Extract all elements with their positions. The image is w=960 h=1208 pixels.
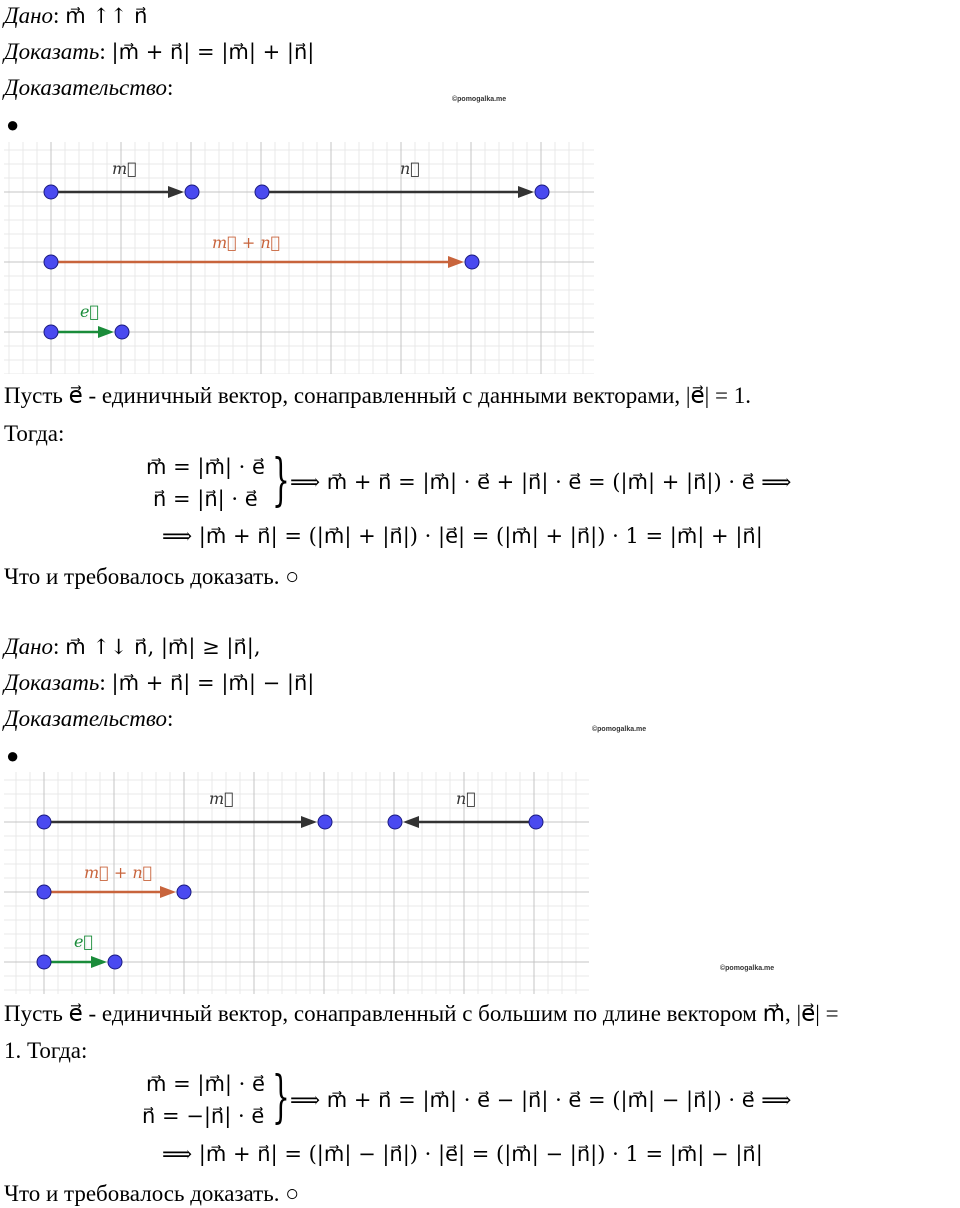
then-text: Тогда: [4,421,65,446]
system-brace-2: } [272,1065,290,1130]
vector-e-start-point [44,325,58,339]
vector-m-plus-n-label: m⃗ + n⃗ [84,863,153,882]
prove-line-2: Доказать: |m⃗ + n⃗| = |m⃗| − |n⃗| [4,670,315,695]
system-brace-1: } [272,448,290,513]
vector-n-start-point [255,185,269,199]
vector-m-start-point [44,185,58,199]
conclusion-1: Что и требовалось доказать. ○ [4,564,300,589]
system-eq-1b: n⃗ = |n⃗| · e⃗ [153,487,258,511]
vector-n-end-point [535,185,549,199]
prove-line-1: Доказать: |m⃗ + n⃗| = |m⃗| + |n⃗| [4,39,315,64]
prove-label: Доказать [4,39,100,64]
prove-label: Доказать [4,670,100,695]
then-line-1 [4,420,64,448]
system-eq-2a: m⃗ = |m⃗| · e⃗ [146,1072,265,1096]
prove-expression: |m⃗ + n⃗| = |m⃗| + |n⃗| [111,40,315,64]
implication-1b: ⟹ |m⃗ + n⃗| = (|m⃗| + |n⃗|) · |e⃗| = (|m⃗| + |n⃗|) · 1 = |m⃗| + |n⃗| [162,524,763,548]
vector-e-end-point [115,325,129,339]
vector-m-plus-n-end-point [465,255,479,269]
implication-2a: ⟹ m⃗ + n⃗ = |m⃗| · e⃗ − |n⃗| · e⃗ = (|m⃗| − |n⃗|) · e⃗ ⟹ [290,1088,792,1112]
vector-e-arrowhead [98,326,114,338]
vector-m-arrowhead [168,186,184,198]
implication-1a: ⟹ m⃗ + n⃗ = |m⃗| · e⃗ + |n⃗| · e⃗ = (|m⃗| + |n⃗|) · e⃗ ⟹ [290,470,792,494]
vector-n-end-point [388,815,402,829]
vector-m-plus-n-label: m⃗ + n⃗ [212,233,281,252]
system-eq-1a: m⃗ = |m⃗| · e⃗ [146,455,265,479]
given-line-1: Дано: m⃗ ↑↑ n⃗ [4,3,148,28]
vector-e-label: e⃗ [74,932,94,951]
let-line-1 [4,382,751,410]
let-text-cont: 1. Тогда: [4,1038,88,1063]
given-expression: m⃗ ↑↑ n⃗ [65,4,148,28]
conclusion-2: Что и требовалось доказать. ○ [4,1181,300,1206]
watermark: ©pomogalka.me [452,96,507,103]
proof-line-2: Доказательство: [4,706,174,731]
bullet-1: ● [6,112,20,137]
vector-n-label: n⃗ [400,159,420,178]
vector-m-plus-n-arrowhead [160,886,176,898]
implication-2b: ⟹ |m⃗ + n⃗| = (|m⃗| − |n⃗|) · |e⃗| = (|m⃗| − |n⃗|) · 1 = |m⃗| − |n⃗| [162,1142,763,1166]
vector-m-arrowhead [301,816,317,828]
vector-m-label: m⃗ [112,159,137,178]
system-eq-2b: n⃗ = −|n⃗| · e⃗ [142,1104,265,1128]
vector-m-plus-n-start-point [44,255,58,269]
proof-label: Доказательство [4,706,168,731]
prove-expression: |m⃗ + n⃗| = |m⃗| − |n⃗| [111,671,315,695]
given-line-2: Дано: m⃗ ↑↓ n⃗, |m⃗| ≥ |n⃗|, [4,634,261,659]
let-line-2b [4,1037,87,1065]
vector-m-end-point [318,815,332,829]
let-line-2 [4,1000,839,1028]
given-label: Дано [4,634,54,659]
vector-m-plus-n-arrowhead [448,256,464,268]
proof-line-1: Доказательство: [4,75,174,100]
given-expression: m⃗ ↑↓ n⃗, |m⃗| ≥ |n⃗|, [65,635,261,659]
vector-n-arrowhead [403,816,419,828]
vector-e-label: e⃗ [80,302,100,321]
vector-figure-1 [4,142,594,374]
given-label: Дано [4,3,54,28]
vector-n-label: n⃗ [456,789,476,808]
vector-figure-2 [4,772,589,994]
bullet-2: ● [6,743,20,768]
vector-m-start-point [37,815,51,829]
let-text: Пусть e⃗ - единичный вектор, сонаправленный с большим по длине вектором m⃗, |e⃗| = [4,1001,839,1026]
vector-n-start-point [529,815,543,829]
vector-e-start-point [37,955,51,969]
vector-m-plus-n-start-point [37,885,51,899]
vector-e-arrowhead [91,956,107,968]
let-text: Пусть e⃗ - единичный вектор, сонаправленный с данными векторами, |e⃗| = 1. [4,383,751,408]
vector-m-label: m⃗ [209,789,234,808]
watermark-2: ©pomogalka.me [720,965,775,972]
vector-m-plus-n-end-point [177,885,191,899]
vector-n-arrowhead [518,186,534,198]
vector-e-end-point [108,955,122,969]
proof-label: Доказательство [4,75,168,100]
watermark: ©pomogalka.me [592,726,647,733]
vector-m-end-point [185,185,199,199]
